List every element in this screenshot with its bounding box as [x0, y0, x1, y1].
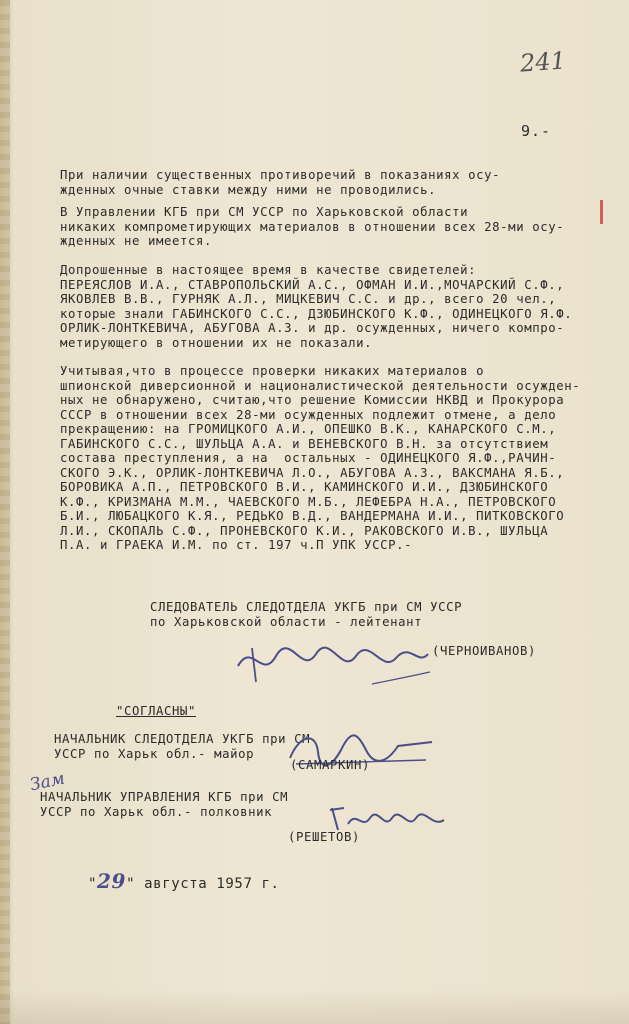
- page-number: 9.-: [521, 122, 552, 140]
- investigator-name: (ЧЕРНОИВАНОВ): [432, 644, 537, 658]
- agreed-label: "СОГЛАСНЫ": [116, 704, 197, 718]
- paragraph-4: Учитывая,что в процессе проверки никаких материалов о шпионской диверсионной и националистической деятельности осужден- ных не обнаружено, считаю,что решение Комиссии НКВД и Прокурора СССР в отношении всех 28-ми осужденных подлежит отмене, а дело прекращению: на ГРОМИЦКОГО А.И., ОПЕШКО В.К., КАНАРСКОГО С.М., ГАБИНСКОГО С.С., ШУЛЬЦА А.А. и ВЕНЕВСКОГО В.Н. за отсутствием состава преступления, а на остальных - ОДИНЕЦКОГО Я.Ф.,РАЧИН- СКОГО Э.К., ОРЛИК-ЛОНТКЕВИЧА Л.О., АБУГОВА А.З., ВАКСМАНА Я.Б., БОРОВИКА А.П., ПЕТРОВСКОГО В.И., КАМИНСКОГО И.И., ДЗЮБИНСКОГО К.Ф., КРИЗМАНА М.М., ЧАЕВСКОГО М.Б., ЛЕФЕБРА Н.А., ПЕТРОВСКОГО Б.И., ЛЮБАЦКОГО К.Я., РЕДЬКО В.Д., ВАНДЕРМАНА И.И., ПИТКОВСКОГО Л.И., СКОПАЛЬ С.Ф., ПРОНЕВСКОГО К.И., РАКОВСКОГО И.В., ШУЛЬЦА П.А. и ГРАЕКА И.М. по ст. 197 ч.П УПК УССР.-: [60, 364, 581, 552]
- red-pencil-mark: [600, 200, 603, 224]
- archive-number: 241: [519, 46, 567, 78]
- investigator-signature: [232, 636, 432, 692]
- date-open-quote: ": [88, 876, 98, 892]
- paragraph-3: Допрошенные в настоящее время в качестве свидетелей: ПЕРЕЯСЛОВ И.А., СТАВРОПОЛЬСКИЙ А.С., ОФМАН И.И.,МОЧАРСКИЙ С.Ф., ЯКОВЛЕВ В.В., ГУРНЯК А.Л., МИЦКЕВИЧ С.С. и др., всего 20 чел., которые знали ГАБИНСКОГО С.С., ДЗЮБИНСКОГО К.Ф., ОДИНЕЦКОГО Я.Ф. ОРЛИК-ЛОНТКЕВИЧА, АБУГОВА А.З. и др. осужденных, ничего компро- метирующего в отношении их не показали.: [60, 263, 573, 350]
- approver1-title: НАЧАЛЬНИК СЛЕДОТДЕЛА УКГБ при СМ УССР по Харьк обл.- майор: [54, 732, 311, 761]
- approver1-name: (САМАРКИН): [290, 758, 371, 772]
- paragraph-2: В Управлении КГБ при СМ УССР по Харьковской области никаких компрометирующих материалов в отношении всех 28-ми осу- жденных не имеется.: [60, 205, 565, 248]
- date-month-year: " августа 1957 г.: [126, 876, 280, 892]
- date-line: [88, 869, 280, 893]
- approver2-name: (РЕШЕТОВ): [288, 830, 361, 844]
- approver2-title: НАЧАЛЬНИК УПРАВЛЕНИЯ КГБ при СМ УССР по Харьк обл.- полковник: [40, 790, 289, 819]
- handwritten-note: Зам: [28, 768, 67, 796]
- investigator-title: СЛЕДОВАТЕЛЬ СЛЕДОТДЕЛА УКГБ при СМ УССР по Харьковской области - лейтенант: [150, 600, 463, 629]
- binding-edge: [0, 0, 10, 1024]
- page-shadow: [0, 990, 629, 1024]
- date-day: 29: [97, 869, 127, 893]
- paragraph-1: При наличии существенных противоречий в показаниях осу- жденных очные ставки между ними не проводились.: [60, 168, 501, 197]
